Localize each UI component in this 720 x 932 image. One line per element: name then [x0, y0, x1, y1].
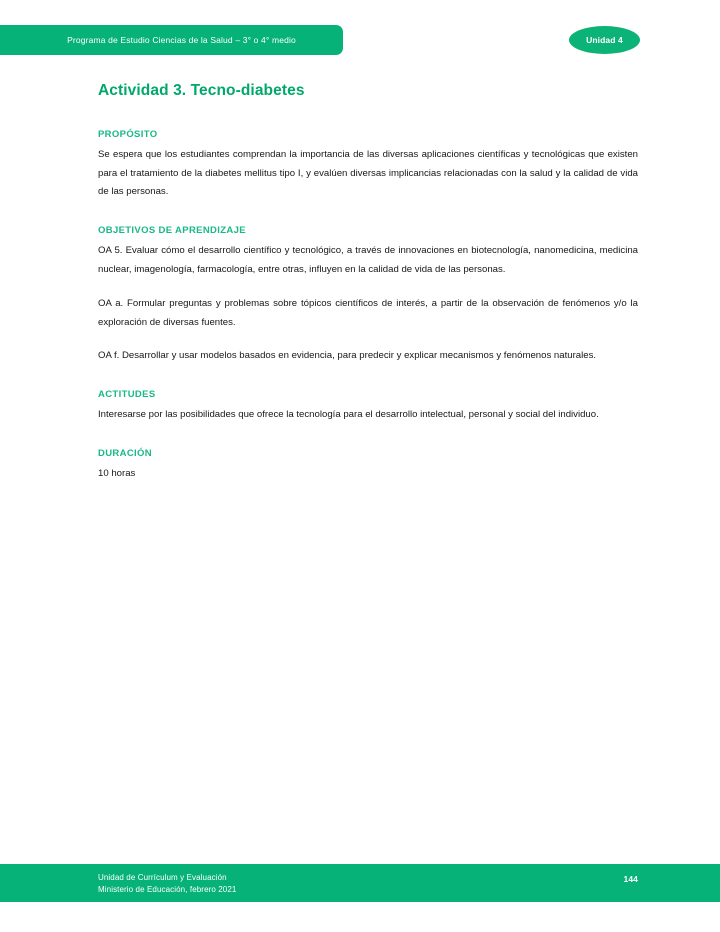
section-actitudes	[98, 389, 638, 425]
section-body-proposito: Se espera que los estudiantes comprendan la importancia de las diversas aplicaciones científicas y tecnológicas que existen para el tratamiento de la diabetes mellitus tipo I, y evalúen diversas implicancias relacionadas con la salud y la calidad de vida de las personas.	[98, 148, 638, 198]
objetivo-item-oa-f: OA f. Desarrollar y usar modelos basados en evidencia, para predecir y explicar mecanismos y fenómenos naturales.	[98, 350, 597, 362]
unit-badge-label: Unidad 4	[586, 35, 623, 45]
section-heading-duracion: DURACIÓN	[98, 447, 152, 459]
section-heading-actitudes: ACTITUDES	[98, 388, 156, 400]
header-banner	[0, 25, 343, 55]
section-body-duracion: 10 horas	[98, 468, 136, 480]
section-duracion	[98, 448, 638, 484]
footer-credits-line1: Unidad de Currículum y Evaluación	[98, 873, 227, 882]
objetivo-item-oa-a: OA a. Formular preguntas y problemas sobre tópicos científicos de interés, a partir de la observación de fenómenos y/o la exploración de diversas fuentes.	[98, 297, 638, 328]
unit-badge	[569, 26, 640, 54]
section-body-actitudes: Interesarse por las posibilidades que ofrece la tecnología para el desarrollo intelectual, personal y social del individuo.	[98, 409, 599, 421]
header-banner-text: Programa de Estudio Ciencias de la Salud – 3° o 4° medio	[67, 35, 296, 45]
footer-credits	[98, 872, 236, 895]
footer-credits-line2: Ministerio de Educación, febrero 2021	[98, 884, 237, 894]
section-heading-proposito: PROPÓSITO	[98, 128, 158, 140]
section-heading-objetivos: OBJETIVOS DE APRENDIZAJE	[98, 225, 246, 237]
page-number: 144	[623, 874, 638, 884]
section-objetivos	[98, 225, 638, 366]
objetivo-item-oa5: OA 5. Evaluar cómo el desarrollo científico y tecnológico, a través de innovaciones en biotecnología, nanomedicina, medicina nuclear, imagenología, farmacología, entre otras, influyen en la calidad de vida de las personas.	[98, 245, 638, 276]
section-proposito	[98, 129, 638, 202]
page-title: Actividad 3. Tecno-diabetes	[98, 82, 305, 99]
document-content	[98, 82, 638, 501]
